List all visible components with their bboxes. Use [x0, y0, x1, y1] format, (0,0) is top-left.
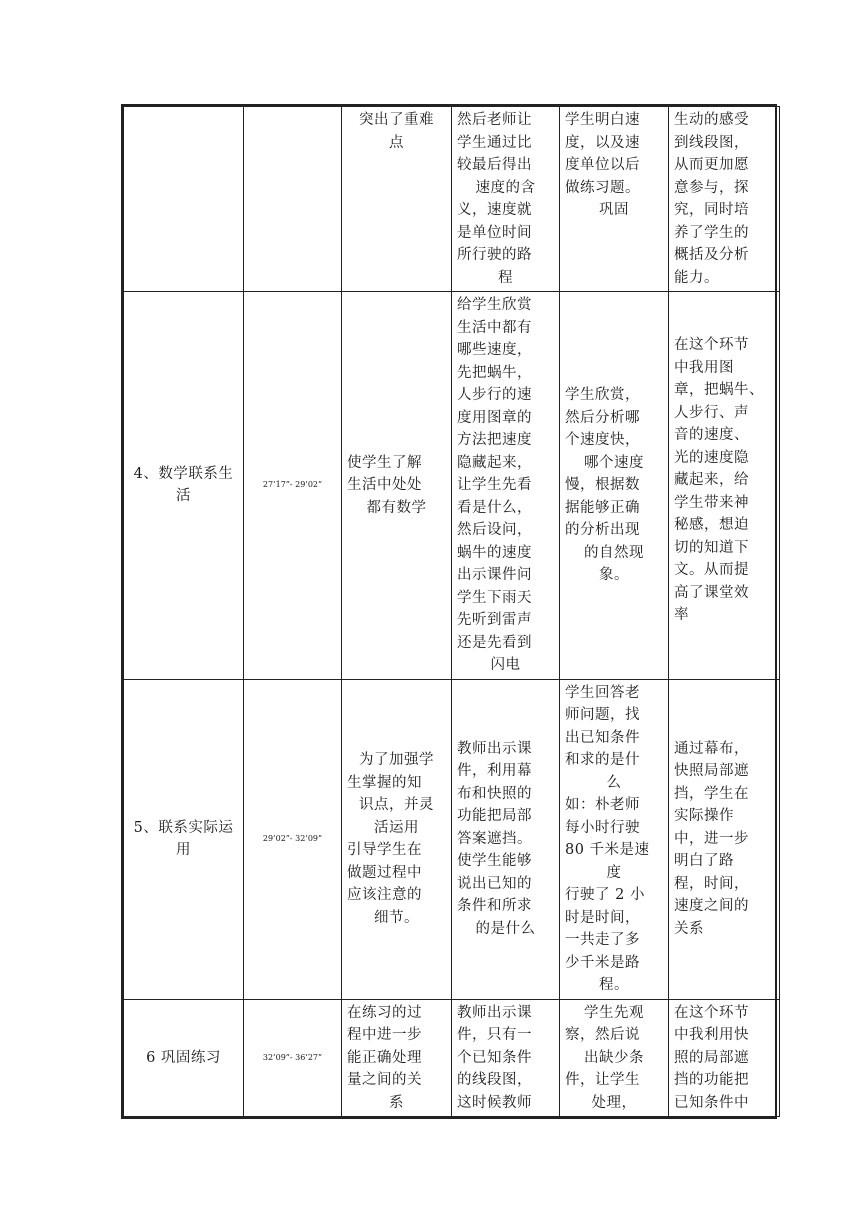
- cell-line: 活运用: [374, 819, 419, 836]
- cell-line: 教师出示课: [457, 740, 532, 757]
- teacher-cell: [452, 107, 560, 292]
- cell-line: 挡的功能把: [674, 1072, 749, 1088]
- cell-line: 快照局部遮: [674, 763, 749, 780]
- time-cell: [244, 107, 342, 292]
- cell-line: 出已知条件: [565, 729, 640, 746]
- cell-line: 时是时间，: [565, 909, 640, 926]
- cell-line: 然后设问，: [457, 522, 532, 538]
- stage-cell: [124, 679, 244, 999]
- stage-cell: [124, 292, 244, 680]
- cell-line: 照的局部遮: [674, 1049, 749, 1066]
- intent-cell: [669, 679, 780, 999]
- table-row: [124, 107, 780, 292]
- cell-line: 然后老师让: [457, 112, 532, 128]
- cell-line: 从而更加愿: [674, 157, 749, 173]
- cell-line: 应该注意的: [347, 887, 422, 903]
- cell-line: 少千米是路: [565, 954, 640, 971]
- time-cell: 29’02”- 32’09”: [244, 679, 342, 999]
- goal-cell: [342, 679, 452, 999]
- cell-line: 出示课件问: [457, 567, 532, 583]
- cell-line: 能力。: [674, 269, 719, 286]
- cell-line: 的分析出现: [565, 522, 640, 538]
- cell-line: 程中进一步: [347, 1027, 422, 1043]
- student-cell: [560, 679, 669, 999]
- cell-line: 都有数学: [366, 499, 427, 516]
- cell-line: 察，然后说: [565, 1027, 640, 1043]
- goal-cell: [342, 999, 452, 1117]
- cell-line: 程。: [599, 977, 629, 993]
- time-cell: 32’09”- 36’27”: [244, 999, 342, 1117]
- cell-line: 5、联系实际运: [133, 819, 234, 836]
- cell-line: 布和快照的: [457, 785, 532, 802]
- table-row: [124, 292, 780, 680]
- cell-line: 在练习的过: [347, 1004, 422, 1021]
- cell-line: 人步行的速: [457, 387, 532, 403]
- cell-line: 章，把蜗牛、: [674, 382, 764, 398]
- cell-line: 师问题，找: [565, 707, 640, 723]
- cell-line: 度单位以后: [565, 157, 640, 173]
- cell-line: 引导学生在: [347, 842, 422, 858]
- cell-line: 为了加强学: [359, 752, 434, 768]
- cell-line: 所行驶的路: [457, 247, 532, 263]
- cell-line: 6 巩固练习: [146, 1049, 221, 1066]
- cell-line: 和求的是什: [565, 752, 640, 768]
- stage-cell: [124, 999, 244, 1117]
- cell-line: 哪些速度，: [457, 342, 532, 358]
- cell-line: 做练习题。: [565, 179, 640, 196]
- teacher-cell: [452, 999, 560, 1117]
- cell-line: 处理，: [591, 1094, 637, 1111]
- teacher-cell: [452, 679, 560, 999]
- cell-line: 行驶了 2 小: [565, 887, 645, 903]
- cell-line: 生掌握的知: [347, 774, 422, 791]
- intent-cell: [669, 292, 780, 680]
- cell-line: 率: [674, 607, 689, 623]
- cell-line: 已知条件中: [674, 1094, 749, 1111]
- cell-line: 秘感，想迫: [674, 517, 749, 533]
- cell-line: 使学生能够: [457, 853, 532, 870]
- cell-line: 出缺少条: [584, 1049, 644, 1066]
- cell-line: 意参与，探: [674, 179, 749, 196]
- cell-line: 用: [176, 842, 191, 858]
- cell-line: 隐藏起来，: [457, 454, 532, 471]
- cell-line: 学生回答老: [565, 684, 640, 701]
- cell-line: 关系: [674, 920, 704, 937]
- cell-line: 义，速度就: [457, 202, 532, 218]
- cell-line: 学生明白速: [565, 112, 640, 128]
- cell-line: 生动的感受: [674, 112, 749, 128]
- cell-line: 蜗牛的速度: [457, 544, 532, 561]
- cell-line: 答案遮挡。: [457, 830, 532, 847]
- cell-line: 使学生了解: [347, 454, 422, 471]
- cell-line: 生活中都有: [457, 319, 532, 336]
- cell-line: 的自然现: [584, 544, 644, 561]
- cell-line: 度，以及速: [565, 134, 640, 151]
- time-cell: 27’17”- 29’02”: [244, 292, 342, 680]
- student-cell: [560, 107, 669, 292]
- table-row: [124, 999, 780, 1117]
- cell-line: 让学生先看: [457, 477, 532, 493]
- cell-line: 一共走了多: [565, 932, 640, 948]
- cell-line: 识点，并灵: [359, 797, 434, 813]
- cell-line: 到线段图，: [674, 134, 749, 151]
- goal-cell: [342, 292, 452, 680]
- cell-line: 然后分析哪: [565, 409, 640, 426]
- cell-line: 概括及分析: [674, 247, 749, 263]
- cell-line: 究，同时培: [674, 202, 749, 218]
- cell-line: 的是什么: [475, 920, 536, 937]
- cell-line: 通过幕布，: [674, 740, 749, 757]
- cell-line: 慢，根据数: [565, 477, 640, 493]
- cell-line: 学生下雨天: [457, 589, 532, 606]
- intent-cell: [669, 107, 780, 292]
- cell-line: 藏起来，给: [674, 472, 749, 488]
- cell-line: 给学生欣赏: [457, 297, 532, 313]
- cell-line: 方法把速度: [457, 432, 532, 448]
- cell-line: 条件和所求: [457, 898, 532, 915]
- lesson-plan-table: [121, 104, 777, 1119]
- cell-line: 看是什么，: [457, 499, 532, 516]
- cell-line: 80 千米是速: [565, 842, 650, 858]
- cell-line: 象。: [599, 567, 629, 583]
- cell-line: 生活中处处: [347, 477, 422, 493]
- cell-line: 先把蜗牛，: [457, 364, 532, 381]
- cell-line: 功能把局部: [457, 808, 532, 825]
- cell-line: 么: [606, 774, 622, 791]
- cell-line: 程: [498, 269, 513, 286]
- intent-cell: [669, 999, 780, 1117]
- cell-line: 音的速度、: [674, 427, 749, 443]
- cell-line: 这时候教师: [457, 1094, 532, 1111]
- cell-line: 闪电: [490, 657, 521, 673]
- cell-line: 学生通过比: [457, 134, 532, 151]
- cell-line: 高了课堂效: [674, 584, 749, 601]
- cell-line: 养了学生的: [674, 224, 749, 241]
- cell-line: 在这个环节: [674, 337, 749, 353]
- cell-line: 度用图章的: [457, 409, 532, 426]
- cell-line: 还是先看到: [457, 634, 532, 651]
- cell-line: 是单位时间: [457, 224, 532, 241]
- cell-line: 中，进一步: [674, 830, 749, 847]
- cell-line: 挡，学生在: [674, 785, 749, 802]
- teacher-cell: [452, 292, 560, 680]
- cell-line: 度: [606, 864, 622, 881]
- cell-line: 件，只有一: [457, 1027, 532, 1043]
- cell-line: 程，时间，: [674, 875, 749, 892]
- cell-line: 突出了重难: [359, 112, 434, 128]
- cell-line: 做题过程中: [347, 864, 422, 881]
- student-cell: [560, 999, 669, 1117]
- cell-line: 速度之间的: [674, 898, 749, 915]
- cell-line: 系: [389, 1094, 404, 1111]
- cell-line: 的线段图，: [457, 1072, 532, 1088]
- cell-line: 如：朴老师: [565, 797, 640, 813]
- cell-line: 在这个环节: [674, 1004, 749, 1021]
- cell-line: 学生欣赏，: [565, 387, 640, 403]
- cell-line: 人步行、声: [674, 404, 749, 421]
- cell-line: 能正确处理: [347, 1049, 422, 1066]
- cell-line: 切的知道下: [674, 539, 749, 556]
- cell-line: 光的速度隐: [674, 449, 749, 466]
- cell-line: 中我用图: [674, 359, 734, 376]
- cell-line: 巩固: [599, 202, 629, 218]
- cell-line: 实际操作: [674, 808, 734, 825]
- table-row: [124, 679, 780, 999]
- cell-line: 件，利用幕: [457, 763, 532, 780]
- cell-line: 据能够正确: [565, 499, 640, 516]
- cell-line: 哪个速度: [584, 454, 644, 471]
- cell-line: 个已知条件: [457, 1049, 532, 1066]
- cell-line: 学生带来神: [674, 494, 749, 511]
- cell-line: 件，让学生: [565, 1072, 640, 1088]
- student-cell: [560, 292, 669, 680]
- cell-line: 量之间的关: [347, 1072, 422, 1088]
- lesson-plan-grid: [123, 106, 780, 1117]
- cell-line: 中我利用快: [674, 1027, 749, 1043]
- stage-cell: [124, 107, 244, 292]
- cell-line: 每小时行驶: [565, 819, 640, 836]
- cell-line: 点: [389, 134, 404, 151]
- cell-line: 学生先观: [584, 1004, 644, 1021]
- cell-line: 说出已知的: [457, 875, 532, 892]
- cell-line: 个速度快，: [565, 432, 640, 448]
- cell-line: 先听到雷声: [457, 612, 532, 628]
- cell-line: 速度的含: [475, 179, 536, 196]
- cell-line: 活: [176, 488, 191, 505]
- goal-cell: [342, 107, 452, 292]
- cell-line: 文。从而提: [674, 562, 749, 578]
- cell-line: 细节。: [374, 909, 419, 926]
- cell-line: 明白了路: [674, 853, 734, 870]
- cell-line: 较最后得出: [457, 157, 532, 173]
- cell-line: 教师出示课: [457, 1004, 532, 1021]
- cell-line: 4、数学联系生: [133, 465, 234, 482]
